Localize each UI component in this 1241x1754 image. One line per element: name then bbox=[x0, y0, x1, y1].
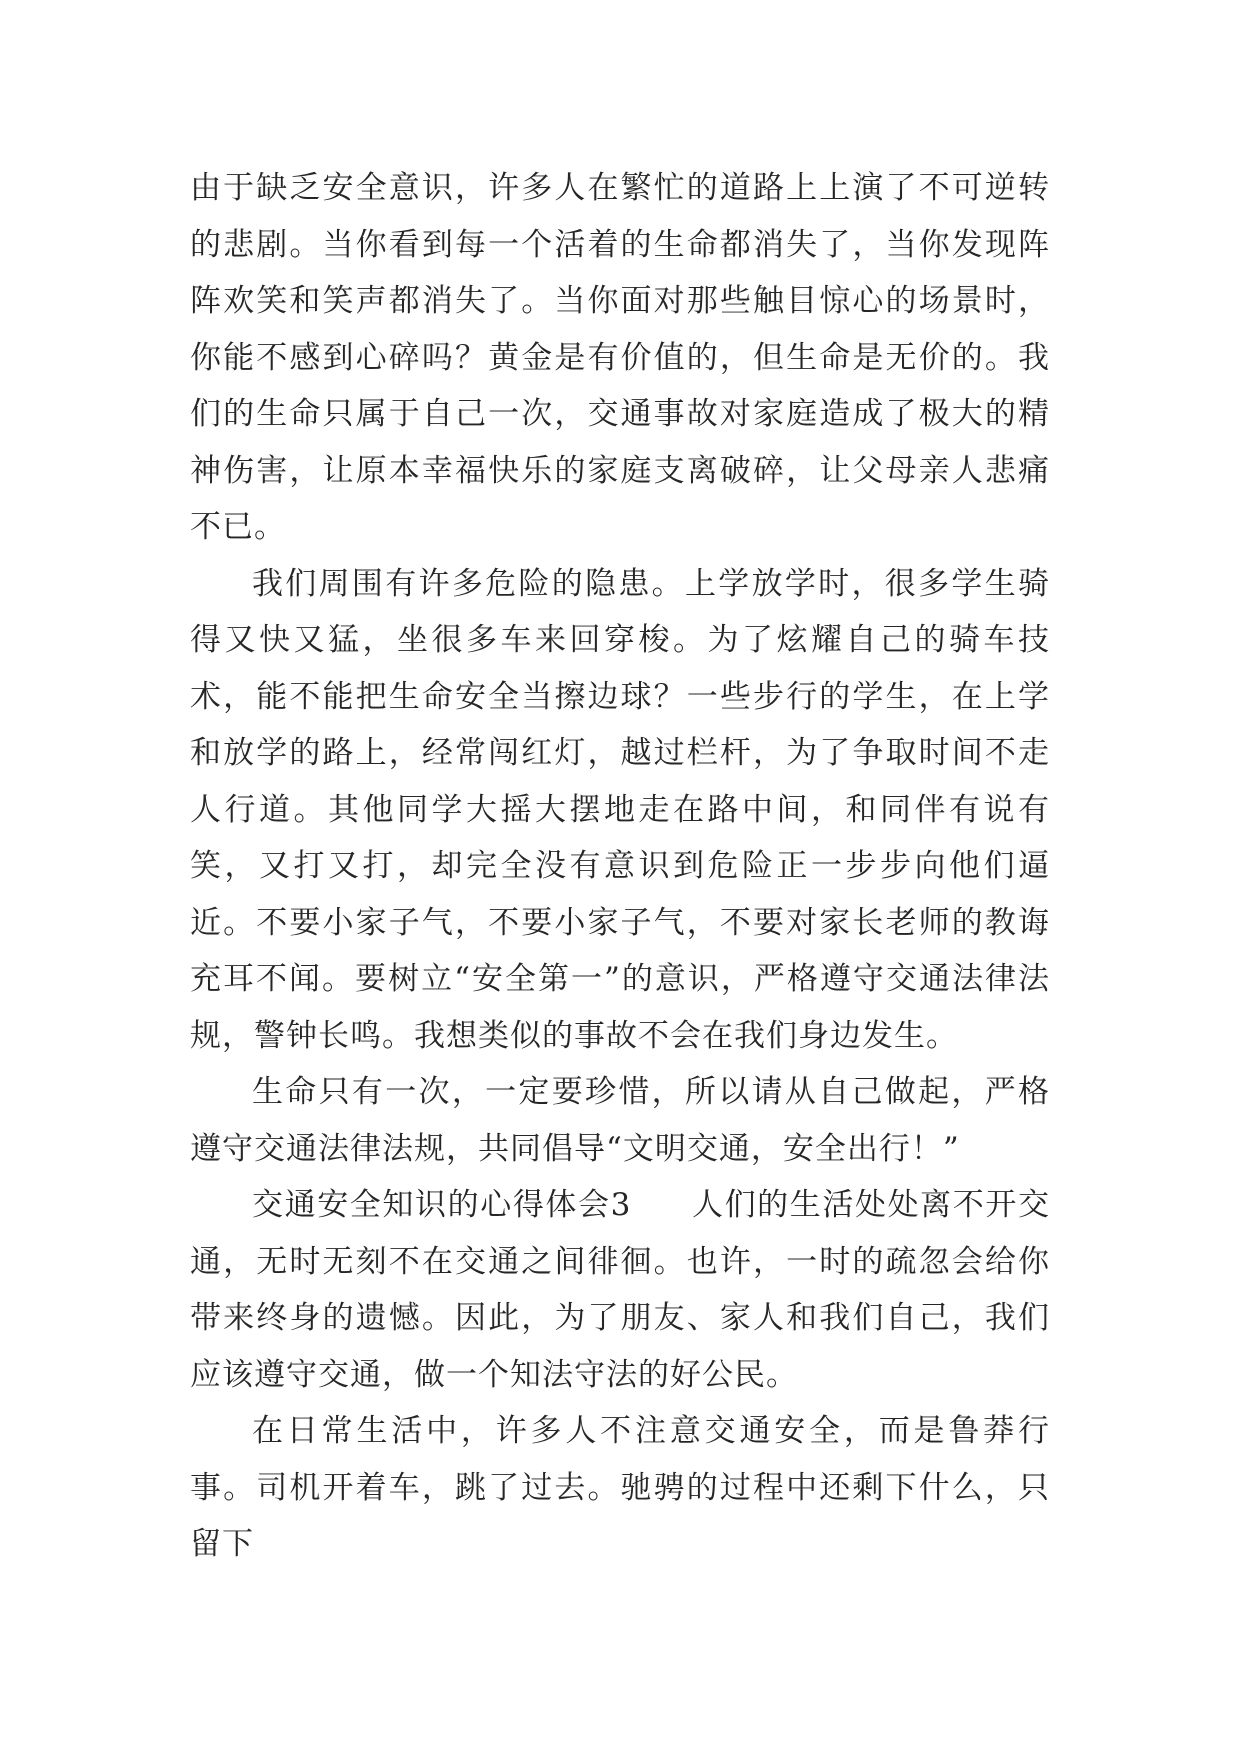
paragraph-4-text: 人们的生活处处离不开交通，无时无刻不在交通之间徘徊。也许，一时的疏忽会给你带来终身的遗憾。因此，为了朋友、家人和我们自己，我们应该遵守交通，做一个知法守法的好公民。 bbox=[190, 1187, 1050, 1393]
paragraph-2: 我们周围有许多危险的隐患。上学放学时，很多学生骑得又快又猛，坐很多车来回穿梭。为了炫耀自己的骑车技术，能不能把生命安全当擦边球？一些步行的学生，在上学和放学的路上，经常闯红灯，越过栏杆，为了争取时间不走人行道。其他同学大摇大摆地走在路中间，和同伴有说有笑，又打又打，却完全没有意识到危险正一步步向他们逼近。不要小家子气，不要小家子气，不要对家长老师的教诲充耳不闻。要树立“安全第一”的意识，严格遵守交通法律法规，警钟长鸣。我想类似的事故不会在我们身边发生。 bbox=[190, 565, 1050, 1054]
document-body bbox=[190, 160, 1050, 1573]
paragraph-3: 生命只有一次，一定要珍惜，所以请从自己做起，严格遵守交通法律法规，共同倡导“文明交通，安全出行！” bbox=[190, 1074, 1050, 1167]
paragraph-4 bbox=[190, 1177, 1050, 1403]
paragraph-5: 在日常生活中，许多人不注意交通安全，而是鲁莽行事。司机开着车，跳了过去。驰骋的过程中还剩下什么，只留下 bbox=[190, 1413, 1050, 1562]
section-heading: 交通安全知识的心得体会3 bbox=[252, 1187, 632, 1223]
paragraph-1: 由于缺乏安全意识，许多人在繁忙的道路上上演了不可逆转的悲剧。当你看到每一个活着的生命都消失了，当你发现阵阵欢笑和笑声都消失了。当你面对那些触目惊心的场景时，你能不感到心碎吗？黄金是有价值的，但生命是无价的。我们的生命只属于自己一次，交通事故对家庭造成了极大的精神伤害，让原本幸福快乐的家庭支离破碎，让父母亲人悲痛不已。 bbox=[190, 170, 1050, 545]
